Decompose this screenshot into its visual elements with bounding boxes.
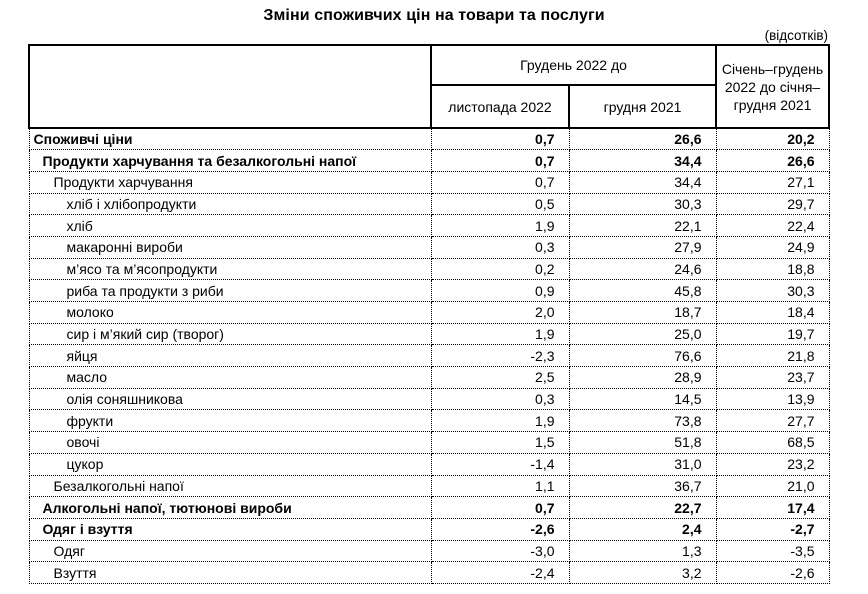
table-row (29, 171, 829, 193)
value-cell: 28,9 (569, 367, 716, 389)
row-label: хліб (29, 215, 431, 237)
value-cell: -1,4 (431, 453, 569, 475)
subcolumn-header-nov-2022: листопада 2022 (431, 85, 569, 128)
row-label: Споживчі ціни (29, 128, 431, 150)
row-label: Взуття (29, 562, 431, 584)
column-group-header: Грудень 2022 до (431, 45, 716, 85)
value-cell: 30,3 (716, 280, 829, 302)
row-label-column-header (29, 45, 431, 128)
row-label: Безалкогольні напої (29, 475, 431, 497)
value-cell: 26,6 (716, 150, 829, 172)
value-cell: 34,4 (569, 150, 716, 172)
value-cell: -2,6 (716, 562, 829, 584)
page (0, 7, 868, 594)
subcolumn-header-dec-2021: грудня 2021 (569, 85, 716, 128)
value-cell: 20,2 (716, 128, 829, 150)
value-cell: 18,4 (716, 302, 829, 324)
row-label: Продукти харчування (29, 171, 431, 193)
value-cell: 23,7 (716, 367, 829, 389)
value-cell: 0,2 (431, 258, 569, 280)
value-cell: 0,7 (431, 497, 569, 519)
consumer-price-change-table (28, 44, 830, 584)
row-label: масло (29, 367, 431, 389)
value-cell: 36,7 (569, 475, 716, 497)
value-cell: 27,7 (716, 410, 829, 432)
value-cell: -2,4 (431, 562, 569, 584)
row-label: риба та продукти з риби (29, 280, 431, 302)
table-row (29, 258, 829, 280)
value-cell: 0,9 (431, 280, 569, 302)
row-label: Алкогольні напої, тютюнові вироби (29, 497, 431, 519)
value-cell: 0,5 (431, 193, 569, 215)
table-row (29, 367, 829, 389)
table-row (29, 388, 829, 410)
value-cell: 13,9 (716, 388, 829, 410)
period-column-header: Січень–грудень 2022 до січня–грудня 2021 (716, 45, 829, 128)
value-cell: 22,7 (569, 497, 716, 519)
row-label: фрукти (29, 410, 431, 432)
value-cell: 22,1 (569, 215, 716, 237)
table-row (29, 323, 829, 345)
table-row (29, 410, 829, 432)
value-cell: 1,9 (431, 323, 569, 345)
value-cell: 1,3 (569, 540, 716, 562)
row-label: цукор (29, 453, 431, 475)
value-cell: 2,4 (569, 518, 716, 540)
value-cell: -2,3 (431, 345, 569, 367)
table-row (29, 518, 829, 540)
table-header (29, 45, 829, 128)
table-row (29, 562, 829, 584)
value-cell: 19,7 (716, 323, 829, 345)
row-label: олія соняшникова (29, 388, 431, 410)
table-body (29, 128, 829, 583)
value-cell: -2,6 (431, 518, 569, 540)
row-label: Продукти харчування та безалкогольні напої (29, 150, 431, 172)
value-cell: 45,8 (569, 280, 716, 302)
value-cell: 17,4 (716, 497, 829, 519)
table-row (29, 302, 829, 324)
value-cell: 2,5 (431, 367, 569, 389)
value-cell: 21,0 (716, 475, 829, 497)
table-row (29, 236, 829, 258)
table-row (29, 345, 829, 367)
value-cell: 1,9 (431, 215, 569, 237)
value-cell: 27,9 (569, 236, 716, 258)
row-label: макаронні вироби (29, 236, 431, 258)
value-cell: 0,7 (431, 150, 569, 172)
value-cell: 22,4 (716, 215, 829, 237)
value-cell: -3,0 (431, 540, 569, 562)
value-cell: 1,9 (431, 410, 569, 432)
value-cell: 26,6 (569, 128, 716, 150)
row-label: Одяг (29, 540, 431, 562)
value-cell: 27,1 (716, 171, 829, 193)
row-label: овочі (29, 432, 431, 454)
value-cell: 29,7 (716, 193, 829, 215)
value-cell: 73,8 (569, 410, 716, 432)
value-cell: 76,6 (569, 345, 716, 367)
table-row (29, 497, 829, 519)
value-cell: 21,8 (716, 345, 829, 367)
table-row (29, 540, 829, 562)
value-cell: 24,9 (716, 236, 829, 258)
value-cell: 14,5 (569, 388, 716, 410)
value-cell: 0,3 (431, 388, 569, 410)
value-cell: 31,0 (569, 453, 716, 475)
table-row (29, 280, 829, 302)
value-cell: 25,0 (569, 323, 716, 345)
value-cell: 1,1 (431, 475, 569, 497)
table-row (29, 150, 829, 172)
value-cell: 3,2 (569, 562, 716, 584)
row-label: хліб і хлібопродукти (29, 193, 431, 215)
row-label: Одяг і взуття (29, 518, 431, 540)
value-cell: 18,8 (716, 258, 829, 280)
value-cell: 23,2 (716, 453, 829, 475)
unit-note: (відсотків) (764, 28, 828, 43)
value-cell: 24,6 (569, 258, 716, 280)
value-cell: 18,7 (569, 302, 716, 324)
value-cell: 34,4 (569, 171, 716, 193)
value-cell: 1,5 (431, 432, 569, 454)
row-label: сир і м’який сир (творог) (29, 323, 431, 345)
table-row (29, 432, 829, 454)
page-title: Зміни споживчих цін на товари та послуги (263, 7, 605, 24)
value-cell: 68,5 (716, 432, 829, 454)
value-cell: 0,3 (431, 236, 569, 258)
value-cell: -2,7 (716, 518, 829, 540)
table-row (29, 475, 829, 497)
value-cell: 2,0 (431, 302, 569, 324)
row-label: м’ясо та м’ясопродукти (29, 258, 431, 280)
value-cell: 51,8 (569, 432, 716, 454)
value-cell: 30,3 (569, 193, 716, 215)
table-row (29, 453, 829, 475)
value-cell: 0,7 (431, 171, 569, 193)
table-row (29, 128, 829, 150)
table-row (29, 215, 829, 237)
value-cell: -3,5 (716, 540, 829, 562)
value-cell: 0,7 (431, 128, 569, 150)
row-label: яйця (29, 345, 431, 367)
row-label: молоко (29, 302, 431, 324)
table-row (29, 193, 829, 215)
